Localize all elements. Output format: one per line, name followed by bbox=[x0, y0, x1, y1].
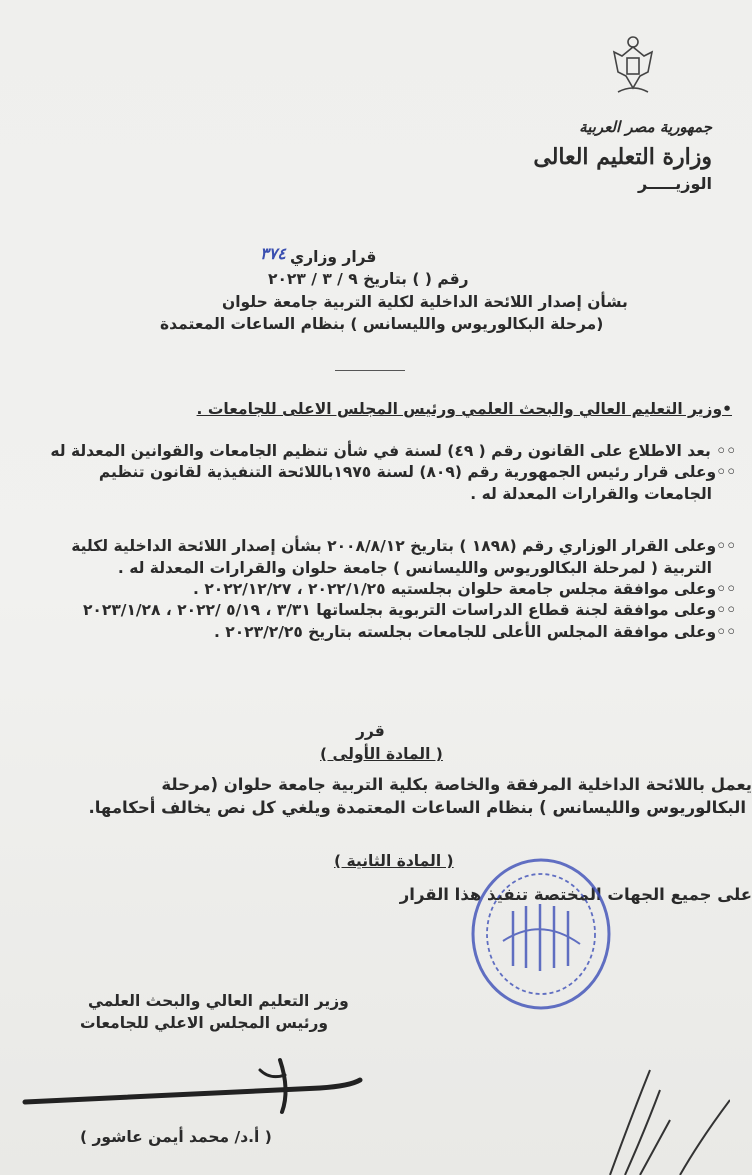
divider bbox=[335, 370, 405, 371]
article-2-line-1: على جميع الجهات المختصة تنفيذ هذا القرار bbox=[399, 885, 752, 904]
decree-number-handwritten: ٣٧٤ bbox=[260, 244, 286, 263]
letterhead-office: الوزيـــــر bbox=[637, 174, 712, 193]
official-stamp bbox=[468, 856, 614, 1012]
preamble-item: ◦◦وعلى موافقة المجلس الأعلى للجامعات بجلسته بتاريخ ٢٠٢٣/٢/٢٥ . bbox=[213, 623, 736, 641]
article-1-line-2: البكالوريوس والليسانس ) بنظام الساعات المعتمدة ويلغي كل نص يخالف أحكامها. bbox=[88, 798, 746, 817]
decree-title: قرار وزاري bbox=[290, 248, 377, 266]
preamble-item: ◦◦وعلى موافقة لجنة قطاع الدراسات التربوية بجلساتها ٣/٣١ ، ٥/١٩ /٢٠٢٢ ، ٢٠٢٣/١/٢٨ bbox=[82, 601, 736, 619]
article-2-title: ( المادة الثانية ) bbox=[334, 852, 454, 870]
letterhead-ministry: وزارة التعليم العالى bbox=[533, 144, 712, 170]
preamble-item: التربية ( لمرحلة البكالوريوس والليسانس ) جامعة حلوان والقرارات المعدلة له . bbox=[117, 559, 712, 577]
decree-subject-2: (مرحلة البكالوريوس والليسانس ) بنظام الساعات المعتمدة bbox=[160, 315, 604, 333]
decides-label: قرر bbox=[356, 722, 385, 740]
article-1-line-1: يعمل باللائحة الداخلية المرفقة والخاصة بكلية التربية جامعة حلوان (مرحلة bbox=[161, 775, 752, 794]
decree-subject-1: بشأن إصدار اللائحة الداخلية لكلية التربية جامعة حلوان bbox=[222, 293, 628, 311]
letterhead-country: جمهورية مصر العربية bbox=[579, 118, 712, 136]
initials-mark bbox=[590, 1060, 730, 1175]
preamble-heading: •وزير التعليم العالي والبحث العلمي ورئيس المجلس الاعلى للجامعات . bbox=[196, 400, 732, 418]
signature-title-2: ورئيس المجلس الاعلي للجامعات bbox=[80, 1014, 329, 1032]
preamble-item: ◦◦وعلى قرار رئيس الجمهورية رقم (٨٠٩) لسنة ١٩٧٥باللائحة التنفيذية لقانون تنظيم bbox=[98, 463, 736, 481]
preamble-item: الجامعات والقرارات المعدلة له . bbox=[470, 485, 712, 503]
preamble-item: ◦◦ بعد الاطلاع على القانون رقم ( ٤٩) لسنة في شأن تنظيم الجامعات والقوانين المعدلة له bbox=[50, 442, 736, 460]
decree-number-date: رقم ( ) بتاريخ ٩ / ٣ / ٢٠٢٣ bbox=[268, 270, 469, 288]
signatory-name: ( أ.د/ محمد أيمن عاشور ) bbox=[80, 1128, 272, 1146]
handwritten-signature bbox=[20, 1040, 400, 1120]
article-1-title: ( المادة الأولى ) bbox=[320, 745, 443, 763]
signature-title-1: وزير التعليم العالي والبحث العلمي bbox=[88, 992, 349, 1010]
eagle-emblem-icon bbox=[608, 32, 658, 98]
preamble-item: ◦◦وعلى موافقة مجلس جامعة حلوان بجلستيه ٢٠٢٢/١/٢٥ ، ٢٠٢٢/١٢/٢٧ . bbox=[193, 580, 736, 598]
preamble-item: ◦◦وعلى القرار الوزاري رقم (١٨٩٨ ) بتاريخ ٢٠٠٨/٨/١٢ بشأن إصدار اللائحة الداخلية لكلية bbox=[71, 537, 736, 555]
